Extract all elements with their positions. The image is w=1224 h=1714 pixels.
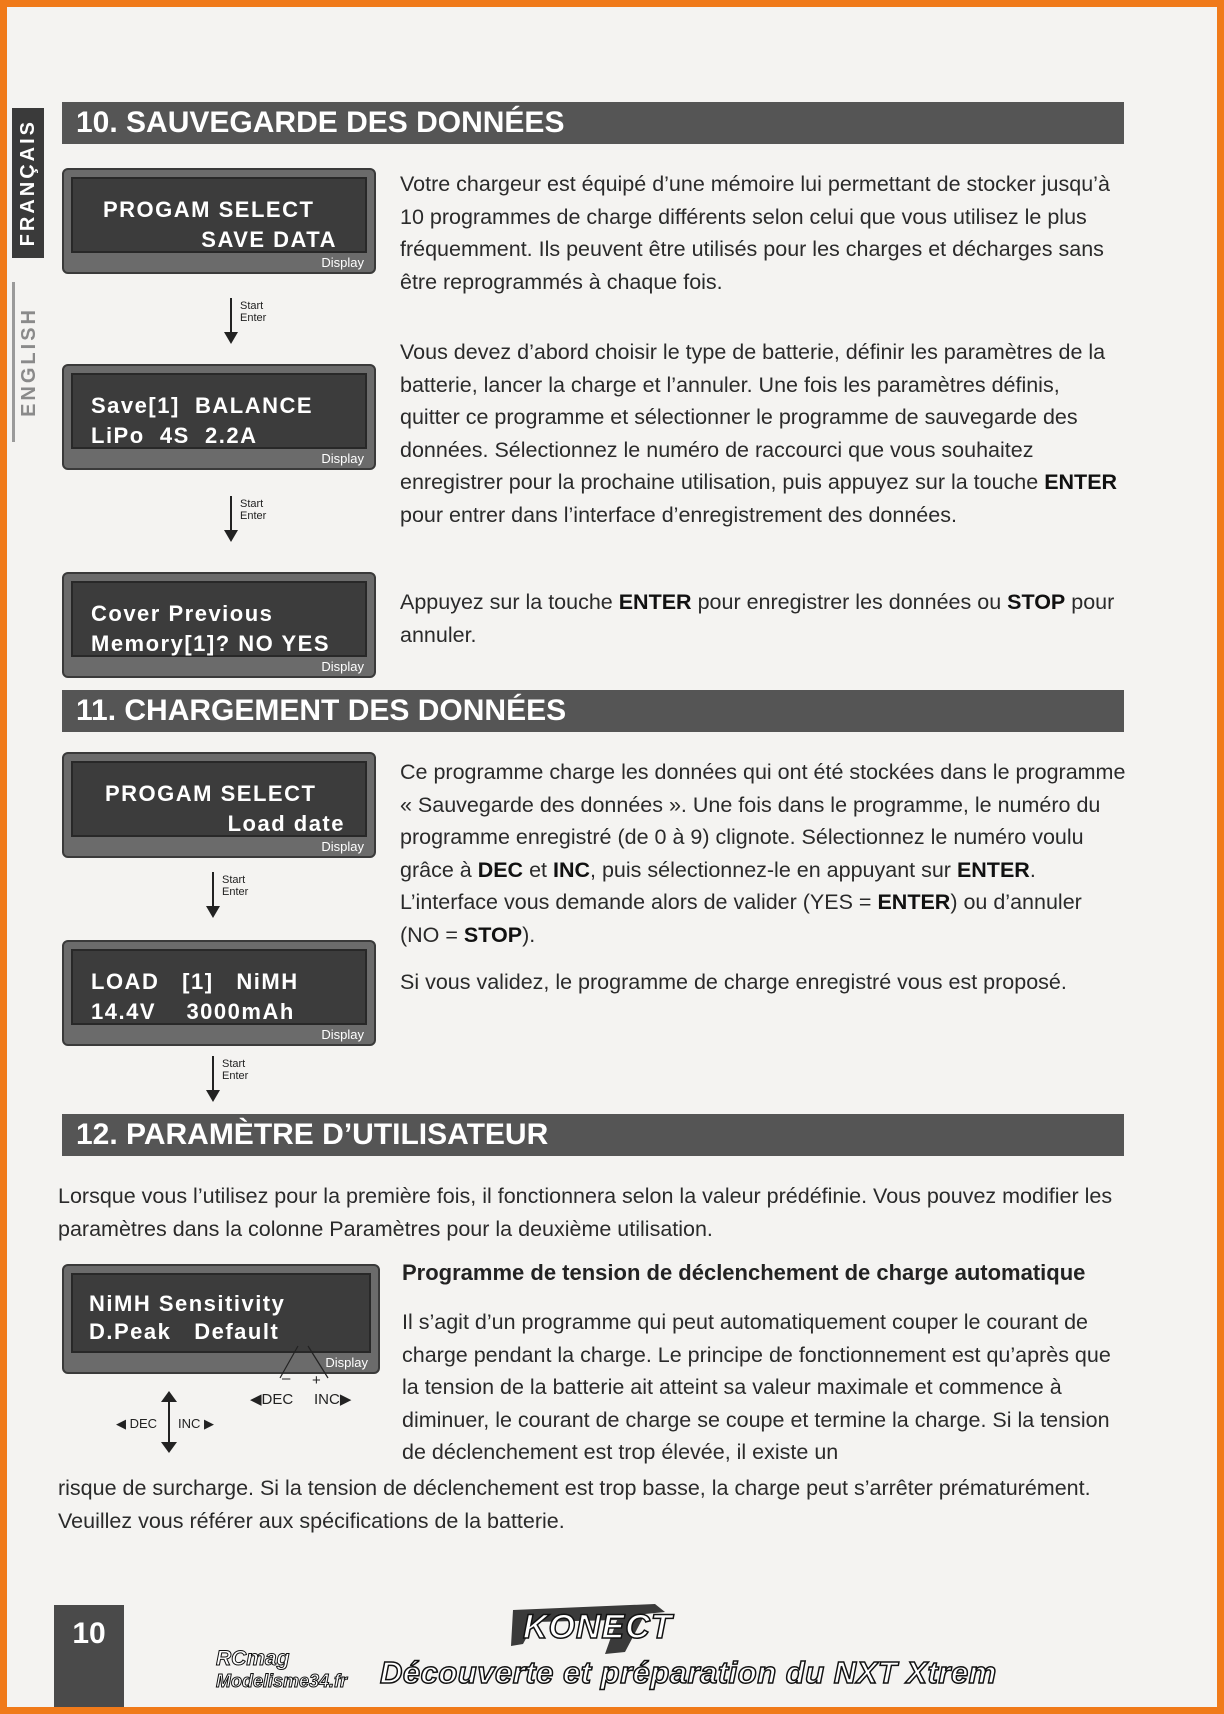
lcd-line-2: 14.4V 3000mAh	[91, 999, 295, 1024]
arrow-label	[222, 874, 248, 898]
lcd-load-select	[62, 752, 376, 858]
lcd-caption: Display	[321, 451, 364, 466]
konect-logo	[505, 1598, 673, 1658]
lcd-line-2: Memory[1]? NO YES	[91, 631, 331, 656]
arrow-label	[222, 1058, 248, 1082]
lcd-line-2: Load date	[227, 811, 345, 836]
lcd-screen	[71, 949, 367, 1025]
section-10-paragraph-2	[400, 336, 1124, 531]
section-10-paragraph-1: Votre chargeur est équipé d’une mémoire lui permettant de stocker jusqu’à 10 programmes de charge différents selon celui que vous utilisez le plus fréquemment. Ils peuvent être utilisés pour les charges et décharges sans être reprogrammés à chaque fois.	[400, 172, 1110, 294]
section-12-intro: Lorsque vous l’utilisez pour la première fois, il fonctionnera selon la valeur prédéfinie. Vous pouvez modifier les paramètres dans la colonne Paramètres pour la deuxième utilisation.	[58, 1184, 1113, 1241]
tab-francais	[12, 108, 44, 258]
arrow-label-enter: Enter	[222, 1070, 249, 1082]
stop-key-label: STOP	[463, 922, 523, 947]
lcd-line-1: PROGAM SELECT	[105, 781, 317, 806]
minus-sign: –	[282, 1370, 291, 1387]
lcd-screen	[71, 373, 367, 449]
lcd-caption: Display	[321, 839, 364, 854]
arrow-label-start: Start	[222, 874, 246, 886]
lcd-line-2: LiPo 4S 2.2A	[91, 423, 258, 448]
lcd-line-1: PROGAM SELECT	[103, 197, 315, 222]
arrow-label-enter: Enter	[222, 886, 249, 898]
rcmag-brand	[216, 1648, 347, 1692]
section-10-heading: 10. SAUVEGARDE DES DONNÉES	[62, 102, 1124, 144]
arrow-head	[224, 530, 238, 542]
step-arrow	[218, 298, 278, 346]
lcd-caption: Display	[321, 659, 364, 674]
arrow-label-start: Start	[240, 300, 264, 312]
text: pour enregistrer les données ou	[691, 590, 1008, 614]
lcd-cover-memory	[62, 572, 376, 678]
lcd-caption: Display	[321, 1027, 364, 1042]
text: , puis sélectionnez-le en appuyant sur	[590, 857, 957, 882]
enter-key-label: ENTER	[618, 590, 692, 614]
lcd-load-slot	[62, 940, 376, 1046]
text: et	[523, 857, 553, 882]
enter-key-label: ENTER	[956, 857, 1030, 882]
section-12-subheading: Programme de tension de déclenchement de charge automatique	[402, 1260, 1086, 1285]
arrow-label	[240, 498, 266, 522]
text: ).	[522, 922, 536, 947]
lcd-screen	[71, 177, 367, 253]
text: Appuyez sur la touche	[400, 590, 619, 614]
tab-english	[12, 282, 44, 442]
arrow-down-icon	[212, 1056, 214, 1094]
arrow-label	[240, 300, 266, 324]
dec-label-small: ◀ DEC	[116, 1416, 158, 1431]
text: ) ou d’annuler (NO =	[400, 890, 1082, 947]
lcd-line-2: SAVE DATA	[201, 227, 337, 252]
step-arrow	[200, 872, 260, 920]
lcd-caption: Display	[321, 255, 364, 270]
arrow-label-start: Start	[240, 498, 264, 510]
stop-key-label: STOP	[1007, 590, 1066, 614]
inc-label-small: INC ▶	[178, 1416, 214, 1431]
step-arrow	[218, 496, 278, 544]
arrow-head	[224, 332, 238, 344]
text: pour entrer dans l’interface d’enregistrement des données.	[400, 502, 957, 527]
brand-line-2: Modelisme34.fr	[216, 1671, 348, 1691]
tab-francais-label: FRANÇAIS	[16, 119, 39, 247]
text: . L’interface vous demande alors de valider (YES =	[400, 857, 1036, 914]
arrow-down-icon	[230, 496, 232, 534]
logo-text: KONECT	[523, 1608, 673, 1646]
section-12-body-full: risque de surcharge. Si la tension de déclenchement est trop basse, la charge peut s’arrêter prématurément. Veuillez vous référer aux spécifications de la batterie.	[58, 1476, 1091, 1533]
lcd-save-slot	[62, 364, 376, 470]
enter-key-label: ENTER	[877, 890, 951, 914]
lcd-line-1: LOAD [1] NiMH	[91, 969, 299, 994]
lcd-caption: Display	[325, 1355, 368, 1370]
lcd-line-1: NiMH Sensitivity	[89, 1291, 286, 1316]
section-12-heading: 12. PARAMÈTRE D’UTILISATEUR	[62, 1114, 1124, 1156]
page-number: 10	[54, 1605, 124, 1707]
inc-button-label: INC▶	[314, 1391, 352, 1408]
text: Ce programme charge les données qui ont été stockées dans le programme « Sauvegarde des données ». Une fois dans le programme, le numéro du programme enregistré (de 0 à 9) clignote. Sélectionnez le numéro voulu grâce à	[400, 760, 1126, 882]
arrow-head	[206, 1090, 220, 1102]
dec-key-label: DEC	[477, 857, 524, 882]
text: Vous devez d’abord choisir le type de batterie, définir les paramètres de la batterie, lancer la charge et l’annuler. Une fois les paramètres définis, quitter ce programme et sélectionner le programme de sauvegarde des données. Sélectionnez le numéro de raccourci que vous souhaitez enregistrer pour la prochaine utilisation, puis appuyez sur la touche	[400, 340, 1106, 494]
plus-sign: +	[312, 1372, 321, 1389]
section-11-heading: 11. CHARGEMENT DES DONNÉES	[62, 690, 1124, 732]
lcd-screen	[71, 761, 367, 837]
text: pour annuler.	[400, 590, 1115, 647]
lcd-line-1: Save[1] BALANCE	[91, 393, 314, 418]
lcd-screen	[71, 581, 367, 657]
lcd-line-2: D.Peak Default	[89, 1319, 280, 1344]
arrow-down-icon	[212, 872, 214, 910]
section-11-paragraph-1	[400, 756, 1126, 951]
lcd-save-select	[62, 168, 376, 274]
step-arrow	[200, 1056, 260, 1104]
arrow-label-start: Start	[222, 1058, 246, 1070]
language-tabs	[12, 108, 44, 442]
section-12-body-right: Il s’agit d’un programme qui peut automatiquement couper le courant de charge pendant la charge. Le principe de fonctionnement est qu’après que la tension de la batterie ait atteint sa valeur maximale et commence à diminuer, le courant de charge se coupe et termine la charge. Si la tension de déclenchement est trop élevée, il existe un	[402, 1310, 1111, 1464]
enter-key-label: ENTER	[1044, 470, 1118, 494]
arrow-head	[206, 906, 220, 918]
brand-line-1: RCmag	[216, 1647, 290, 1670]
arrow-label-enter: Enter	[240, 510, 267, 522]
section-11-paragraph-2: Si vous validez, le programme de charge enregistré vous est proposé.	[400, 970, 1067, 994]
tab-english-label: ENGLISH	[18, 307, 40, 417]
footer-title: Découverte et préparation du NXT Xtrem	[380, 1655, 997, 1690]
section-10-paragraph-3	[400, 586, 1120, 651]
lcd-line-1: Cover Previous	[91, 601, 274, 626]
inc-key-label: INC	[552, 857, 591, 882]
arrow-down-icon	[230, 298, 232, 336]
dec-button-label: ◀DEC	[250, 1391, 294, 1408]
arrow-label-enter: Enter	[240, 312, 267, 324]
